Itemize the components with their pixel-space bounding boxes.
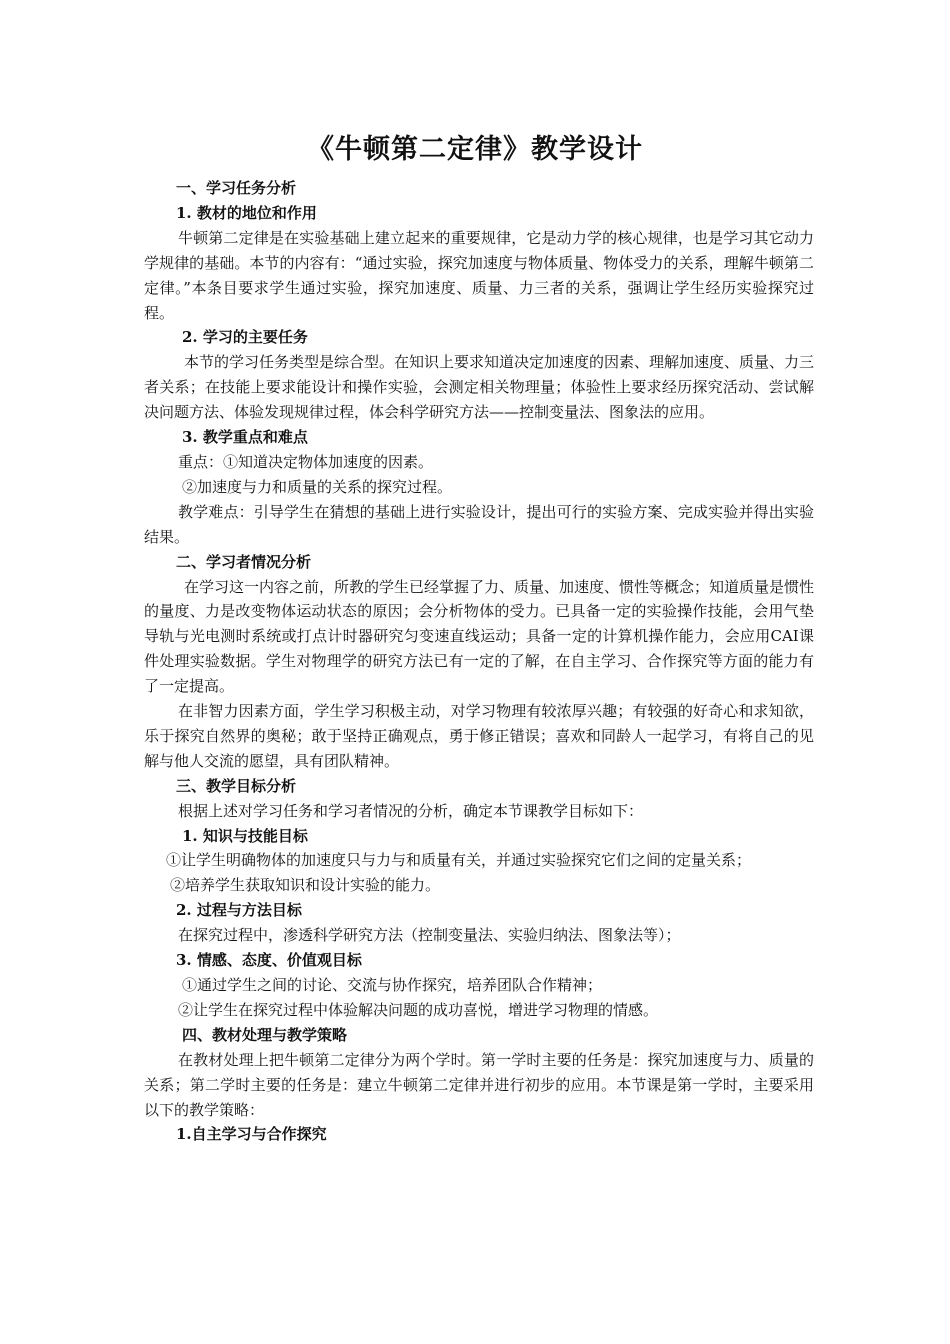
section-3-intro: 根据上述对学习任务和学习者情况的分析，确定本节课教学目标如下：	[178, 801, 644, 820]
document-body	[144, 176, 814, 1147]
goal-3-item-2: ②让学生在探究过程中体验解决问题的成功喜悦，增进学习物理的情感。	[178, 1000, 659, 1019]
goal-2-heading: 2. 过程与方法目标	[176, 901, 302, 920]
section-2-para-1: 在学习这一内容之前，所教的学生已经掌握了力、质量、加速度、惯性等概念；知道质量是惯性的量度、力是改变物体运动状态的原因；会分析物体的受力。已具备一定的实验操作技能，会用气垫导轨与光电测时系统或打点计时器研究匀变速直线运动；具备一定的计算机操作能力，会应用CAI课件处理实验数据。学生对物理学的研究方法已有一定的了解，在自主学习、合作探究等方面的能力有了一定提高。	[144, 577, 815, 696]
difficulty-text: 教学难点：引导学生在猜想的基础上进行实验设计，提出可行的实验方案、完成实验并得出实验结果。	[144, 502, 814, 546]
section-1-sub-1-heading: 1. 教材的地位和作用	[176, 203, 317, 222]
goal-1-item-1: ①让学生明确物体的加速度只与力与和质量有关，并通过实验探究它们之间的定量关系；	[166, 851, 752, 870]
section-1-sub-3-heading: 3. 教学重点和难点	[182, 428, 308, 447]
section-2-para-2: 在非智力因素方面，学生学习积极主动，对学习物理有较浓厚兴趣；有较强的好奇心和求知欲，乐于探究自然界的奥秘；敢于坚持正确观点，勇于修正错误；喜欢和同龄人一起学习，有将自己的见解与他人交流的愿望，具有团队精神。	[144, 702, 814, 770]
section-1-heading: 一、学习任务分析	[176, 179, 297, 197]
goal-2-item-1: 在探究过程中，渗透科学研究方法（控制变量法、实验归纳法、图象法等）；	[178, 926, 681, 945]
section-3-heading: 三、教学目标分析	[176, 776, 297, 795]
goal-1-item-2: ②培养学生获取知识和设计实验的能力。	[170, 876, 441, 895]
goal-3-heading: 3. 情感、态度、价值观目标	[176, 951, 362, 970]
section-4-body: 在教材处理上把牛顿第二定律分为两个学时。第一学时主要的任务是：探究加速度与力、质量的关系；第二学时主要的任务是：建立牛顿第二定律并进行初步的应用。本节课是第一学时，主要采用以下的教学策略：	[144, 1050, 814, 1119]
goal-3-item-1: ①通过学生之间的讨论、交流与协作探究，培养团队合作精神；	[182, 976, 603, 994]
section-4-sub-1-heading: 1.自主学习与合作探究	[176, 1125, 327, 1144]
section-1-sub-2-heading: 2. 学习的主要任务	[182, 328, 308, 347]
key-point-1: 重点：①知道决定物体加速度的因素。	[178, 452, 434, 471]
section-2-heading: 二、学习者情况分析	[176, 552, 312, 571]
section-4-heading: 四、教材处理与教学策略	[182, 1025, 348, 1044]
goal-1-heading: 1. 知识与技能目标	[182, 826, 308, 845]
key-point-2: ②加速度与力和质量的关系的探究过程。	[182, 477, 453, 496]
section-1-sub-2-body: 本节的学习任务类型是综合型。在知识上要求知道决定加速度的因素、理解加速度、质量、力三者关系；在技能上要求能设计和操作实验，会测定相关物理量；体验性上要求经历探究活动、尝试解决问题方法、体验发现规律过程，体会科学研究方法——控制变量法、图象法的应用。	[144, 353, 815, 422]
section-1-sub-1-body: 牛顿第二定律是在实验基础上建立起来的重要规律，它是动力学的核心规律，也是学习其它动力学规律的基础。本节的内容有：“通过实验，探究加速度与物体质量、物体受力的关系，理解牛顿第二定律。”本条目要求学生通过实验，探究加速度、质量、力三者的关系，强调让学生经历实验探究过程。	[144, 228, 814, 322]
document-title: 《牛顿第二定律》教学设计	[307, 134, 643, 165]
